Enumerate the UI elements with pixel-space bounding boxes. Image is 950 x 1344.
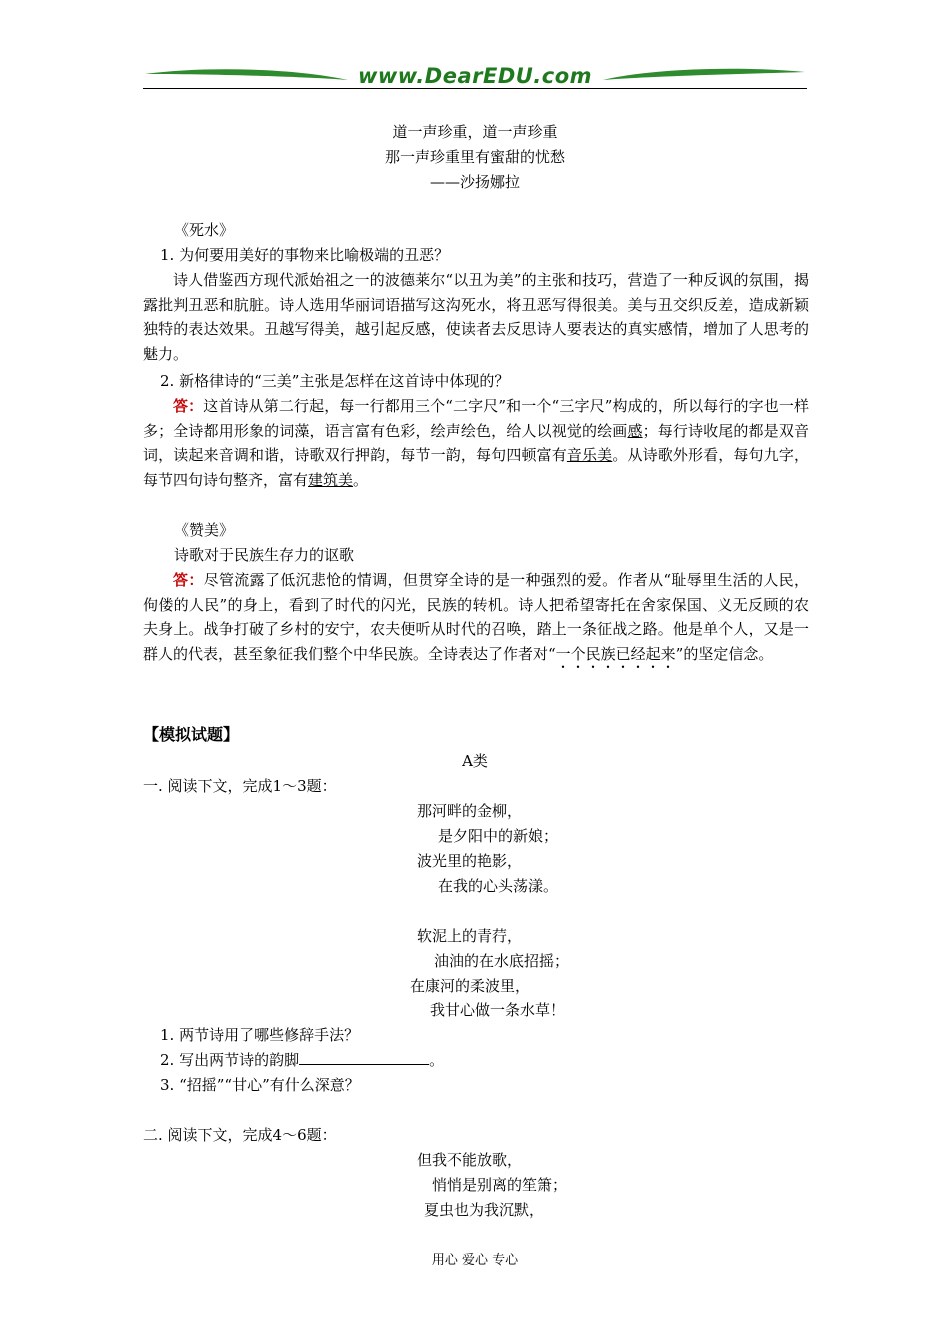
header-logo (143, 62, 807, 94)
question-3: 3. “招摇”“甘心”有什么深意？ (160, 1076, 360, 1094)
poem1-line-1: 那河畔的金柳， (417, 802, 523, 820)
poem1-line-2: 是夕阳中的新娘； (438, 827, 559, 845)
sishui-question-1: 1. 为何要用美好的事物来比喻极端的丑恶？ (160, 246, 450, 264)
answer-blank (299, 1050, 429, 1065)
page-footer: 用心 爱心 专心 (431, 1253, 519, 1268)
poem1-line-3: 波光里的艳影， (417, 852, 523, 870)
zanmei-answer (143, 568, 809, 672)
underlined-term: 感 (627, 421, 643, 440)
answer-text: ；每行诗收尾的都是双音词，读起来音调和谐，诗歌双行押韵，每节一韵，每句四顿富有 (143, 421, 809, 464)
sishui-question-2: 2. 新格律诗的“三美”主张是怎样在这首诗中体现的？ (160, 372, 510, 390)
logo-text: www.DearEDU.com (357, 64, 593, 88)
poem2-line-3: 夏虫也为我沉默， (424, 1201, 545, 1219)
question-1: 1. 两节诗用了哪些修辞手法？ (160, 1026, 360, 1044)
answer-label: 答： (173, 397, 204, 415)
poem1-line-8: 我甘心做一条水草！ (430, 1001, 566, 1019)
answer-text: 。 (353, 470, 369, 489)
section-heading: 【模拟试题】 (143, 725, 240, 744)
sishui-answer-2 (143, 394, 809, 492)
section-1-intro: 一. 阅读下文，完成1～3题： (143, 777, 337, 795)
answer-label: 答： (173, 571, 204, 589)
poem2-line-1: 但我不能放歌， (417, 1151, 523, 1169)
poem1-line-5: 软泥上的青荇， (417, 927, 523, 945)
emphasized-phrase: “一个民族已经起来” (548, 644, 684, 663)
poem1-line-4: 在我的心头荡漾。 (438, 877, 559, 895)
category-label: A类 (462, 752, 488, 770)
underlined-term: 建筑美 (308, 470, 354, 489)
intro-poem-line-3: ——沙扬娜拉 (429, 173, 520, 191)
question-2-text: 2. 写出两节诗的韵脚 (160, 1051, 300, 1069)
question-2-end: 。 (429, 1051, 445, 1069)
question-2 (160, 1049, 444, 1070)
zanmei-title: 《赞美》 (174, 521, 235, 539)
answer-text: 。从诗歌外形看，每句九字，每节四句诗句整齐，富有 (143, 446, 809, 489)
answer-text: 这首诗从第二行起，每一行都用三个“二字尺”和一个“三字尺”构成的，所以每行的字也一样多；全诗都用形象的词藻，语言富有色彩，绘声绘色，给人以视觉的绘画 (143, 397, 809, 440)
poem2-line-2: 悄悄是别离的笙箫； (432, 1176, 568, 1194)
section-2-intro: 二. 阅读下文，完成4～6题： (143, 1126, 337, 1144)
answer-text: 尽管流露了低沉悲怆的情调，但贯穿全诗的是一种强烈的爱。作者从“耻辱里生活的人民，佝偻的人民”的身上，看到了时代的闪光，民族的转机。诗人把希望寄托在舍家保国、义无反顾的农夫身上。战争打破了乡村的安宁，农夫便听从时代的召唤，踏上一条征战之路。他是单个人，又是一群人的代表，甚至象征我们整个中华民族。全诗表达了作者对 (143, 571, 809, 663)
sishui-title: 《死水》 (174, 221, 235, 239)
underlined-term: 音乐美 (566, 446, 613, 464)
poem1-line-7: 在康河的柔波里， (410, 977, 531, 995)
intro-poem-line-1: 道一声珍重，道一声珍重 (392, 123, 558, 141)
header-divider (143, 88, 807, 89)
intro-poem-line-2: 那一声珍重里有蜜甜的忧愁 (384, 148, 565, 166)
sishui-answer-1: 诗人借鉴西方现代派始祖之一的波德莱尔“以丑为美”的主张和技巧，营造了一种反讽的氛围，揭露批判丑恶和肮脏。诗人选用华丽词语描写这沟死水，将丑恶写得很美。美与丑交织反差，造成新颖独特的表达效果。丑越写得美，越引起反感，使读者去反思诗人要表达的真实感情，增加了人思考的魅力。 (143, 271, 809, 363)
answer-text: 的坚定信念。 (683, 644, 774, 663)
poem1-line-6: 油油的在水底招摇； (434, 952, 570, 970)
zanmei-subtitle: 诗歌对于民族生存力的讴歌 (174, 546, 355, 564)
